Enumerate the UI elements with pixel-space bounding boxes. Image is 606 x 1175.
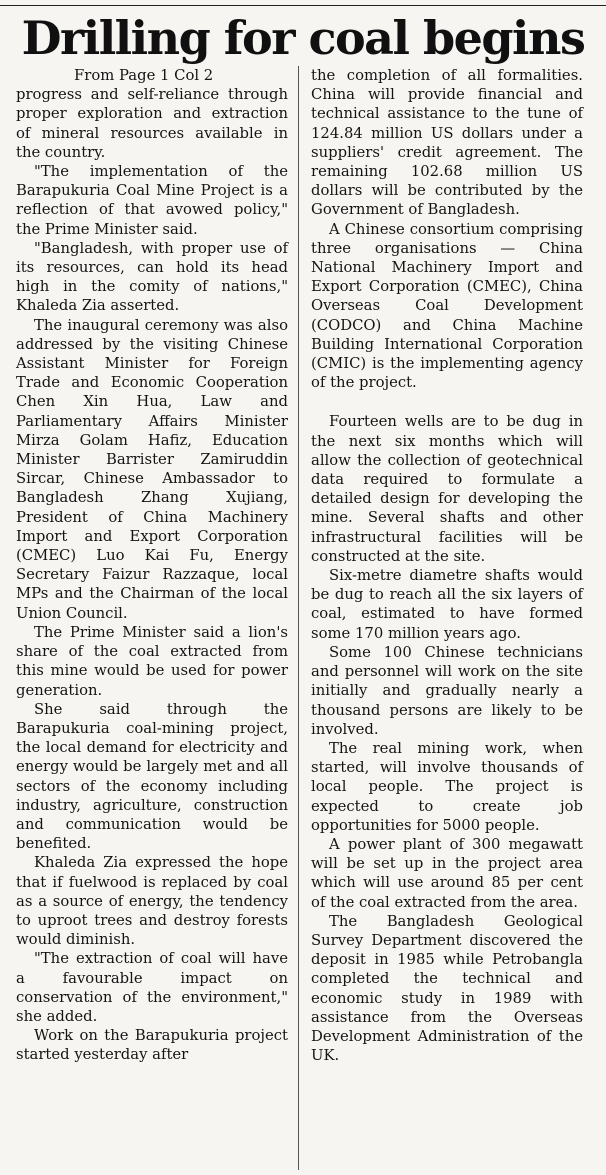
paragraph: "The implementation of the Barapukuria Coal Mine Project is a reflection of that avowed policy," the Prime Minister said. xyxy=(16,163,288,238)
headline: Drilling for coal begins xyxy=(21,11,585,65)
paragraph: the completion of all formalities. China will provide financial and technical assistance to the tune of 124.84 million US dollars under a suppliers' credit agreement. The remaining 102.68 million US dollars will be contributed by the Government of Bangladesh. xyxy=(311,67,583,219)
paragraph: She said through the Barapukuria coal-mining project, the local demand for electricity and energy would be largely met and all sectors of the economy including industry, agriculture, construction and communication would be benefited. xyxy=(16,700,288,853)
paragraph: Some 100 Chinese technicians and personnel will work on the site initially and gradually nearly a thousand persons are likely to be involved. xyxy=(311,643,583,738)
paragraph: The Prime Minister said a lion's share of the coal extracted from this mine would be used for power generation. xyxy=(16,623,288,699)
paragraph: Khaleda Zia expressed the hope that if fuelwood is replaced by coal as a source of energy, the tendency to uproot trees and destroy forests would diminish. xyxy=(16,854,288,949)
paragraph: The real mining work, when started, will involve thousands of local people. The project is expected to create job opportunities for 5000 people. xyxy=(311,739,583,834)
paragraph: "Bangladesh, with proper use of its resources, can hold its head high in the comity of nations," Khaleda Zia asserted. xyxy=(16,239,288,315)
paragraph: Work on the Barapukuria project started yesterday after xyxy=(16,1027,288,1064)
paragraph: "The extraction of coal will have a favourable impact on conservation of the environment," she added. xyxy=(16,950,288,1025)
paragraph: Six-metre diametre shafts would be dug to reach all the six layers of coal, estimated to have formed some 170 million years ago. xyxy=(311,567,583,642)
paragraph: The inaugural ceremony was also addressed by the visiting Chinese Assistant Minister for Foreign Trade and Economic Cooperation Chen Xin Hua, Law and Parliamentary Affairs Minister Mirza Golam Hafiz, Education Minister Barrister Zamiruddin Sircar, Chinese Ambassador to Bangladesh Zhang Xujiang, President of China Machinery Import and Export Corporation (CMEC) Luo Kai Fu, Energy Secretary Faizur Razzaque, local MPs and the Chairman of the local Union Council. xyxy=(16,316,288,622)
paragraph: Fourteen wells are to be dug in the next six months which will allow the collection of geotechnical data required to formulate a detailed design for developing the mine. Several shafts and other infrastructural facilities will be constructed at the site. xyxy=(311,413,583,565)
paragraph: The Bangladesh Geological Survey Department discovered the deposit in 1985 while Petrobangla completed the technical and economic study in 1989 with assistance from the Overseas Development Administration of the UK. xyxy=(311,912,583,1065)
right-column xyxy=(311,66,583,1065)
jump-line: From Page 1 Col 2 xyxy=(74,67,214,84)
paragraph: progress and self-reliance through proper exploration and extraction of mineral resources available in the country. xyxy=(16,86,288,161)
left-column xyxy=(16,66,288,1065)
column-divider xyxy=(298,66,299,1170)
paragraph: A Chinese consortium comprising three organisations — China National Machinery Import and Export Corporation (CMEC), China Overseas Coal Development (CODCO) and China Machine Building International Corporation (CMIC) is the implementing agency of the project. xyxy=(311,220,583,392)
paragraph: A power plant of 300 megawatt will be set up in the project area which will use around 85 per cent of the coal extracted from the area. xyxy=(311,835,583,911)
top-rule xyxy=(0,0,606,6)
